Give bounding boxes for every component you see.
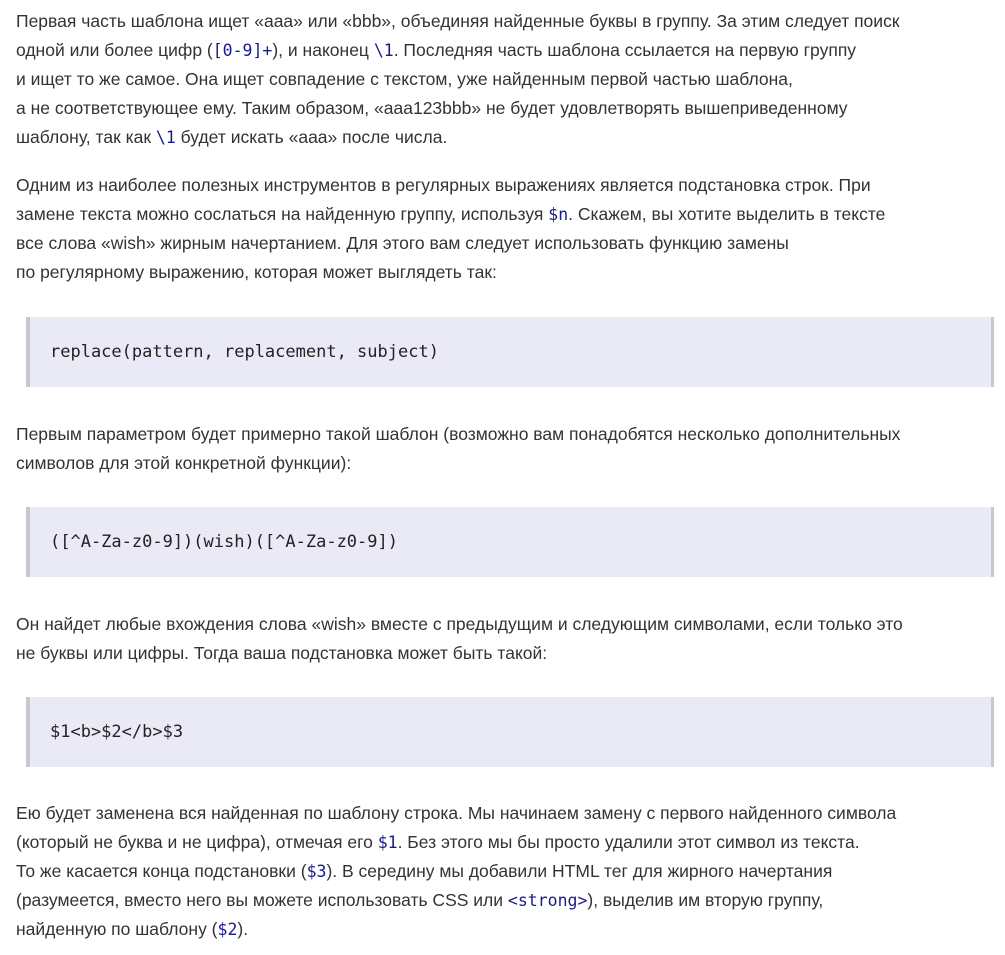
code-text: $1<b>$2</b>$3 xyxy=(50,722,184,742)
inline-code: \1 xyxy=(373,41,394,60)
inline-code: [0-9]+ xyxy=(212,41,273,60)
inline-code: $2 xyxy=(217,920,238,939)
text-line: шаблону, так как \1 будет искать «aaa» после числа. xyxy=(16,127,448,147)
paragraph-explanation xyxy=(16,799,1001,944)
text-line: (который не буква и не цифра), отмечая его $1. Без этого мы бы просто удалили этот символ из текста. xyxy=(16,832,860,852)
inline-code: $1 xyxy=(377,833,398,852)
text-line: все слова «wish» жирным начертанием. Для этого вам следует использовать функцию замены xyxy=(16,233,789,253)
text-line: То же касается конца подстановки ($3). В середину мы добавили HTML тег для жирного начертания xyxy=(16,861,833,881)
text-line: замене текста можно сослаться на найденную группу, используя $n. Скажем, вы хотите выделить в тексте xyxy=(16,204,886,224)
text-line: не буквы или цифры. Тогда ваша подстановка может быть такой: xyxy=(16,643,548,663)
text-line: Первым параметром будет примерно такой шаблон (возможно вам понадобятся несколько дополнительных xyxy=(16,424,901,444)
paragraph-substitution xyxy=(16,171,1001,287)
code-block-replace xyxy=(26,317,994,387)
text-line: Одним из наиболее полезных инструментов в регулярных выражениях является подстановка строк. При xyxy=(16,175,871,195)
text-line: по регулярному выражению, которая может выглядеть так: xyxy=(16,262,497,282)
text-line: символов для этой конкретной функции): xyxy=(16,453,352,473)
text-line: найденную по шаблону ($2). xyxy=(16,919,249,939)
paragraph-backreference xyxy=(16,7,1001,152)
inline-code: <strong> xyxy=(507,891,588,910)
code-text: ([^A-Za-z0-9])(wish)([^A-Za-z0-9]) xyxy=(50,532,398,552)
text-line: Он найдет любые вхождения слова «wish» вместе с предыдущим и следующим символами, если только это xyxy=(16,614,903,634)
paragraph-matches xyxy=(16,610,1001,668)
text-line: и ищет то же самое. Она ищет совпадение с текстом, уже найденным первой частью шаблона, xyxy=(16,69,793,89)
code-block-replacement xyxy=(26,697,994,767)
code-block-pattern xyxy=(26,507,994,577)
inline-code: $3 xyxy=(306,862,327,881)
text-line: а не соответствующее ему. Таким образом, «aaa123bbb» не будет удовлетворять вышеприведенному xyxy=(16,98,848,118)
inline-code: \1 xyxy=(155,128,176,147)
inline-code: $n xyxy=(548,205,569,224)
text-line: Ею будет заменена вся найденная по шаблону строка. Мы начинаем замену с первого найденного символа xyxy=(16,803,897,823)
paragraph-pattern xyxy=(16,420,1001,478)
text-line: одной или более цифр ([0-9]+), и наконец \1. Последняя часть шаблона ссылается на первую группу xyxy=(16,40,857,60)
code-text: replace(pattern, replacement, subject) xyxy=(50,342,439,362)
text-line: Первая часть шаблона ищет «aaa» или «bbb», объединяя найденные буквы в группу. За этим следует поиск xyxy=(16,11,900,31)
text-line: (разумеется, вместо него вы можете использовать CSS или <strong>), выделив им вторую группу, xyxy=(16,890,824,910)
